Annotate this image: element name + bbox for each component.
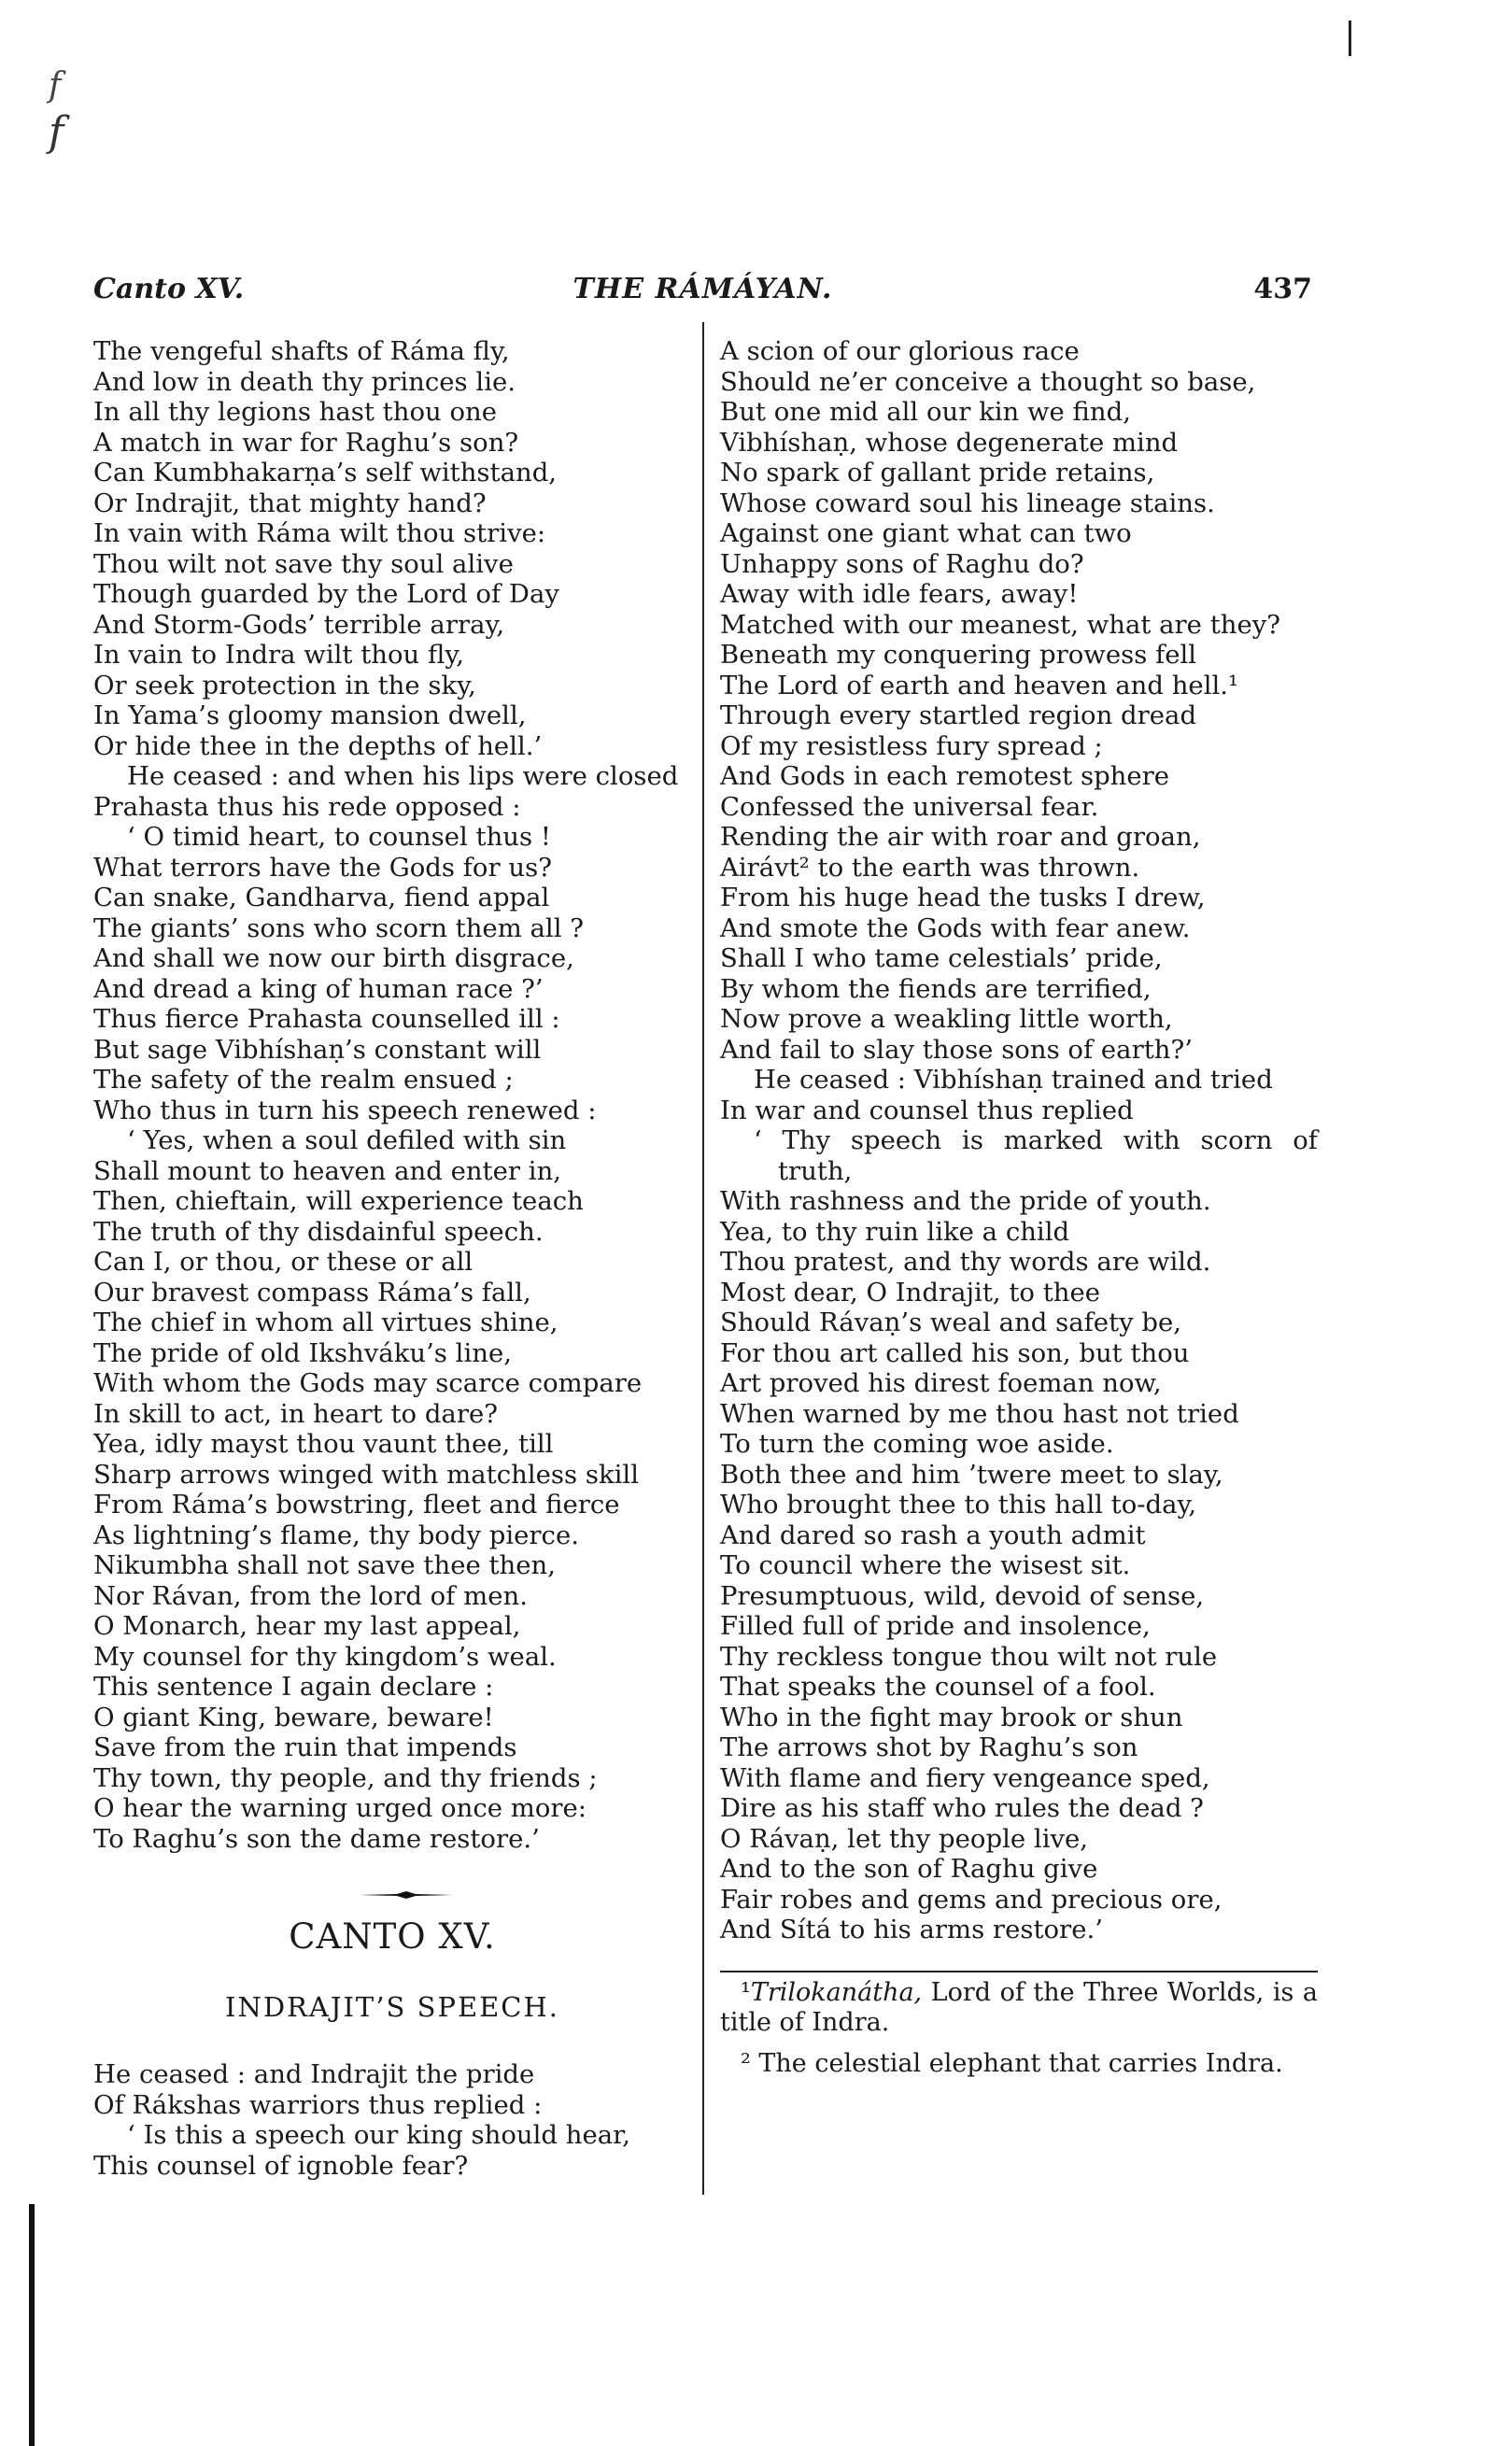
verse-line: Away with idle fears, away! [720,579,1079,609]
verse-line: Art proved his direst foeman now, [720,1368,1162,1398]
verse-line: Whose coward soul his lineage stains. [720,488,1215,518]
running-header [93,273,1312,310]
verse-line: For thou art called his son, but thou [720,1337,1190,1368]
verse-line: ‘ O timid heart, to counsel thus ! [127,822,551,852]
verse-line: That speaks the counsel of a fool. [720,1672,1156,1702]
verse-line: With whom the Gods may scarce compare [93,1368,643,1398]
footnote [720,1978,1318,2038]
verse-line: What terrors have the Gods for us? [93,852,552,883]
verse-line: In skill to act, in heart to dare? [93,1398,498,1429]
footnote-text: The celestial elephant that carries Indra. [750,2049,1283,2078]
verse-line: In Yama’s gloomy mansion dwell, [93,700,527,730]
scan-margin-mark-large: f [49,108,64,156]
verse-line: And fail to slay those sons of earth?’ [720,1034,1193,1065]
verse-line: The chief in whom all virtues shine, [93,1308,558,1337]
verse-line: O giant King, beware, beware! [93,1702,494,1732]
verse-line: Who brought thee to this hall to-day, [720,1490,1197,1520]
verse-line: From his huge head the tusks I drew, [720,883,1206,912]
verse-line: Thou wilt not save thy soul alive [93,548,514,579]
verse-line: Thus fierce Prahasta counselled ill : [93,1004,560,1034]
verse-line: ‘ Is this a speech our king should hear, [127,2120,631,2150]
verse-line: Through every startled region dread [720,700,1197,730]
verse-line: Can snake, Gandharva, fiend appal [93,883,550,912]
verse-line: Yea, idly mayst thou vaunt thee, till [93,1429,554,1459]
verse-line: Presumptuous, wild, devoid of sense, [720,1580,1205,1611]
verse-line: And smote the Gods with fear anew. [720,912,1191,943]
verse-line: The pride of old Ikshváku’s line, [93,1337,512,1368]
verse-line: Of Rákshas warriors thus replied : [93,2089,543,2120]
verse-line: But one mid all our kin we find, [720,397,1131,427]
verse-line: The Lord of earth and heaven and hell.¹ [720,670,1239,700]
verse-line: Dire as his staff who rules the dead ? [720,1793,1204,1823]
verse-line: truth, [778,1155,853,1186]
verse-line: Fair robes and gems and precious ore, [720,1884,1222,1915]
verse-line: He ceased : and when his lips were closed [127,761,679,791]
verse-line: Confessed the universal fear. [720,791,1099,822]
verse-line: Thy reckless tongue thou wilt not rule [720,1641,1218,1672]
verse-line: Or hide thee in the depths of hell.’ [93,730,543,761]
verse-line: The arrows shot by Raghu’s son [720,1732,1138,1762]
column-divider [702,322,704,2195]
verse-line: This sentence I again declare : [93,1672,494,1702]
verse-line: Thy town, thy people, and thy friends ; [93,1762,598,1793]
scan-margin-mark: f [49,66,62,105]
verse-line: Vibhíshaṇ, whose degenerate mind [720,427,1179,458]
verse-line: Yea, to thy ruin like a child [720,1216,1070,1247]
verse-line: To council where the wisest sit. [720,1550,1131,1580]
verse-line: Both thee and him ’twere meet to slay, [720,1459,1223,1490]
footnote-marker: ² [741,2049,751,2078]
verse-line: No spark of gallant pride retains, [720,458,1155,488]
verse-line: By whom the fiends are terrified, [720,973,1152,1004]
verse-line: The giants’ sons who scorn them all ? [93,912,584,943]
left-column-continued [93,2059,691,2181]
verse-line: In all thy legions hast thou one [93,397,497,427]
verse-line: In vain to Indra wilt thou fly, [93,640,464,670]
verse-line: And shall we now our birth disgrace, [93,943,574,973]
header-title: THE RÁMÁYAN. [572,273,833,305]
page-number: 437 [1253,273,1312,305]
verse-line: And to the son of Raghu give [720,1854,1098,1884]
verse-line: Should Rávaṇ’s weal and safety be, [720,1308,1182,1337]
verse-line: Against one giant what can two [720,518,1132,548]
section-ornament [360,1891,453,1899]
verse-line: Sharp arrows winged with matchless skill [93,1459,640,1490]
verse-line: Then, chieftain, will experience teach [93,1186,584,1216]
verse-line: Prahasta thus his rede opposed : [93,791,521,822]
verse-line: Though guarded by the Lord of Day [93,579,559,609]
verse-line: Airávt² to the earth was thrown. [720,852,1140,883]
verse-line: Of my resistless fury spread ; [720,730,1103,761]
right-column [720,336,1318,1945]
verse-line: ‘ Thy speech is marked with scorn of [754,1125,1318,1155]
verse-line: And Gods in each remotest sphere [720,761,1170,791]
verse-line: And dread a king of human race ?’ [93,973,544,1004]
footnote-text: Lord of the Three Worlds, is a title of Indra. [720,1978,1318,2037]
verse-line: Or seek protection in the sky, [93,670,476,700]
verse-line: Unhappy sons of Raghu do? [720,548,1084,579]
verse-line: He ceased : Vibhíshaṇ trained and tried [754,1065,1273,1095]
verse-line: With flame and fiery vengeance sped, [720,1762,1210,1793]
verse-line: Should ne’er conceive a thought so base, [720,366,1256,397]
footnotes [720,1978,1318,2090]
verse-line: As lightning’s flame, thy body pierce. [93,1520,579,1550]
verse-line: Thou pratest, and thy words are wild. [720,1247,1211,1277]
verse-line: And Sítá to his arms restore.’ [720,1915,1103,1944]
verse-line: And dared so rash a youth admit [720,1520,1146,1550]
verse-line: In war and counsel thus replied [720,1095,1134,1125]
footnote [720,2049,1318,2079]
verse-line: Or Indrajit, that mighty hand? [93,488,487,518]
verse-line: He ceased : and Indrajit the pride [93,2059,535,2089]
verse-line: Can Kumbhakarṇa’s self withstand, [93,458,558,488]
verse-line: O Rávaṇ, let thy people live, [720,1823,1089,1854]
verse-line: Nikumbha shall not save thee then, [93,1550,556,1580]
canto-heading: CANTO XV. [289,1916,496,1957]
verse-line: My counsel for thy kingdom’s weal. [93,1641,557,1672]
scan-edge-shadow [29,2204,35,2446]
verse-line: From Ráma’s bowstring, fleet and fierce [93,1490,620,1520]
verse-line: O hear the warning urged once more: [93,1793,587,1823]
verse-line: Can I, or thou, or these or all [93,1247,473,1277]
footnote-rule [720,1971,1318,1972]
verse-line: Most dear, O Indrajit, to thee [720,1277,1101,1308]
verse-line: To turn the coming woe aside. [720,1429,1114,1459]
verse-line: In vain with Ráma wilt thou strive: [93,518,546,548]
verse-line: Nor Rávan, from the lord of men. [93,1580,528,1611]
canto-subheading: INDRAJIT’S SPEECH. [224,1991,559,2023]
verse-line: The vengeful shafts of Ráma fly, [93,336,510,366]
footnote-term: Trilokanátha, [750,1978,923,2007]
verse-line: Who in the fight may brook or shun [720,1702,1183,1732]
verse-line: With rashness and the pride of youth. [720,1186,1211,1216]
verse-line: To Raghu’s son the dame restore.’ [93,1823,540,1854]
verse-line: Our bravest compass Ráma’s fall, [93,1277,531,1308]
verse-line: O Monarch, hear my last appeal, [93,1611,521,1641]
verse-line: This counsel of ignoble fear? [93,2150,469,2181]
verse-line: The safety of the realm ensued ; [93,1065,514,1095]
verse-line: Beneath my conquering prowess fell [720,640,1197,670]
verse-line: A match in war for Raghu’s son? [93,427,519,458]
verse-line: But sage Vibhíshaṇ’s constant will [93,1034,542,1065]
verse-line: Matched with our meanest, what are they? [720,609,1281,640]
verse-line: And Storm-Gods’ terrible array, [93,609,505,640]
verse-line: Shall mount to heaven and enter in, [93,1155,562,1186]
verse-line: Rending the air with roar and groan, [720,822,1201,852]
scan-tick-mark [1349,21,1351,56]
left-column [93,336,691,1854]
verse-line: Shall I who tame celestials’ pride, [720,943,1163,973]
verse-line: Save from the ruin that impends [93,1732,517,1762]
verse-line: And low in death thy princes lie. [93,366,516,397]
verse-line: The truth of thy disdainful speech. [93,1216,544,1247]
verse-line: ‘ Yes, when a soul defiled with sin [127,1125,567,1155]
verse-line: Who thus in turn his speech renewed : [93,1095,597,1125]
verse-line: Now prove a weakling little worth, [720,1004,1173,1034]
verse-line: When warned by me thou hast not tried [720,1398,1239,1429]
verse-line: A scion of our glorious race [720,336,1080,366]
header-canto: Canto XV. [93,273,245,305]
footnote-marker: ¹ [741,1978,751,2007]
verse-line: Filled full of pride and insolence, [720,1611,1151,1641]
